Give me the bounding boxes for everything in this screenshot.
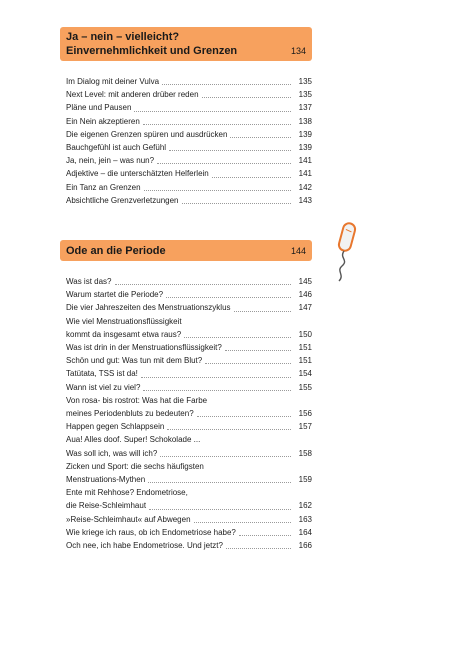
toc-entry-title: Zicken und Sport: die sechs häufigsten	[66, 461, 204, 471]
toc-entry[interactable]	[60, 154, 312, 167]
toc-entry-title: Von rosa- bis rostrot: Was hat die Farbe	[66, 395, 208, 405]
toc-dot-leader	[182, 203, 291, 204]
toc-entry-page: 159	[298, 475, 312, 485]
toc-entry-page: 158	[298, 448, 312, 458]
toc-entry[interactable]	[60, 433, 312, 446]
toc-entry-page: 141	[298, 156, 312, 166]
toc-dot-leader	[166, 297, 291, 298]
toc-entry[interactable]	[60, 539, 312, 552]
toc-entry-page: 137	[298, 103, 312, 113]
toc-entry[interactable]	[60, 75, 312, 88]
toc-dot-leader	[167, 429, 291, 430]
toc-entry-title: Pläne und Pausen	[66, 103, 132, 113]
toc-entry[interactable]	[60, 115, 312, 128]
toc-entry[interactable]	[60, 420, 312, 433]
toc-dot-leader	[197, 416, 291, 417]
toc-list	[60, 75, 312, 207]
toc-entry[interactable]	[60, 101, 312, 114]
toc-entry-title: Ente mit Rehhose? Endometriose,	[66, 488, 188, 498]
toc-entry-page: 166	[298, 541, 312, 551]
toc-list	[60, 275, 312, 552]
toc-dot-leader	[162, 84, 291, 85]
toc-entry-page: 155	[298, 382, 312, 392]
toc-entry[interactable]	[60, 275, 312, 288]
toc-dot-leader	[141, 377, 291, 378]
toc-dot-leader	[230, 137, 291, 138]
toc-entry-page: 135	[298, 90, 312, 100]
toc-dot-leader	[143, 390, 291, 391]
toc-entry-page: 142	[298, 182, 312, 192]
toc-entry-title: Ein Tanz an Grenzen	[66, 182, 141, 192]
toc-dot-leader	[202, 97, 291, 98]
toc-entry-title: Die eigenen Grenzen spüren und ausdrücken	[66, 129, 228, 139]
toc-entry-page: 151	[298, 356, 312, 366]
tampon-string	[339, 251, 345, 281]
chapter-page-number: 144	[290, 245, 306, 256]
toc-dot-leader	[194, 522, 291, 523]
toc-entry-title: Happen gegen Schlappsein	[66, 422, 165, 432]
toc-dot-leader	[157, 163, 291, 164]
toc-entry-title: Aua! Alles doof. Super! Schokolade ...	[66, 435, 201, 445]
toc-entry-page: 163	[298, 514, 312, 524]
toc-entry[interactable]	[60, 354, 312, 367]
toc-entry[interactable]	[60, 513, 312, 526]
toc-entry-title: Absichtliche Grenzverletzungen	[66, 195, 179, 205]
toc-entry-page: 151	[298, 343, 312, 353]
toc-entry-page: 157	[298, 422, 312, 432]
toc-dot-leader	[149, 509, 291, 510]
toc-dot-leader	[239, 535, 291, 536]
toc-entry-page: 147	[298, 303, 312, 313]
toc-entry-title: Im Dialog mit deiner Vulva	[66, 77, 160, 86]
toc-entry-page: 138	[298, 116, 312, 126]
chapter-einvernehmlichkeit	[60, 27, 312, 207]
toc-entry-title: Tatütata, TSS ist da!	[66, 369, 138, 379]
toc-entry-title: Ja, nein, jein – was nun?	[66, 156, 155, 166]
toc-entry-title: die Reise-Schleimhaut	[66, 501, 147, 511]
toc-entry[interactable]	[60, 88, 312, 101]
toc-entry[interactable]	[60, 407, 312, 420]
toc-entry[interactable]	[60, 315, 312, 328]
toc-entry-title: Schön und gut: Was tun mit dem Blut?	[66, 356, 203, 366]
toc-entry[interactable]	[60, 486, 312, 499]
toc-entry[interactable]	[60, 141, 312, 154]
toc-dot-leader	[225, 350, 291, 351]
toc-entry-title: Adjektive – die unterschätzten Helferlein	[66, 169, 209, 179]
toc-entry-page: 143	[298, 195, 312, 205]
toc-entry-page: 154	[298, 369, 312, 379]
toc-entry-title: Die vier Jahreszeiten des Menstruationszyklus	[66, 303, 231, 313]
toc-entry[interactable]	[60, 526, 312, 539]
toc-dot-leader	[226, 548, 291, 549]
toc-entry-title: Bauchgefühl ist auch Gefühl	[66, 143, 167, 153]
toc-dot-leader	[134, 111, 291, 112]
toc-entry-page: 139	[298, 129, 312, 139]
toc-entry-title: Warum startet die Periode?	[66, 290, 164, 300]
toc-dot-leader	[184, 337, 291, 338]
toc-entry-title: Wann ist viel zu viel?	[66, 382, 141, 392]
toc-entry[interactable]	[60, 499, 312, 512]
toc-entry[interactable]	[60, 473, 312, 486]
toc-entry[interactable]	[60, 381, 312, 394]
toc-dot-leader	[212, 177, 291, 178]
chapter-title: Ode an die Periode	[66, 244, 166, 257]
toc-entry[interactable]	[60, 367, 312, 380]
toc-entry-title: kommt da insgesamt etwa raus?	[66, 329, 182, 339]
toc-dot-leader	[144, 190, 291, 191]
toc-entry-page: 162	[298, 501, 312, 511]
toc-entry[interactable]	[60, 288, 312, 301]
toc-dot-leader	[234, 311, 291, 312]
toc-entry-page: 146	[298, 290, 312, 300]
toc-entry-title: Was ist das?	[66, 277, 112, 286]
chapter-header[interactable]	[60, 240, 312, 261]
toc-entry[interactable]	[60, 128, 312, 141]
toc-entry[interactable]	[60, 394, 312, 407]
chapter-header[interactable]	[60, 27, 312, 61]
toc-dot-leader	[148, 482, 291, 483]
toc-entry-page: 139	[298, 143, 312, 153]
toc-entry-title: Och nee, ich habe Endometriose. Und jetzt?	[66, 541, 223, 551]
toc-entry-title: Next Level: mit anderen drüber reden	[66, 90, 199, 100]
chapter-page-number: 134	[290, 46, 306, 56]
toc-entry[interactable]	[60, 194, 312, 207]
toc-dot-leader	[143, 124, 291, 125]
toc-entry-page: 135	[298, 77, 312, 86]
toc-entry[interactable]	[60, 328, 312, 341]
toc-entry[interactable]	[60, 460, 312, 473]
toc-entry-title: »Reise-Schleimhaut« auf Abwegen	[66, 514, 191, 524]
toc-entry-title: Was ist drin in der Menstruationsflüssigkeit?	[66, 343, 222, 353]
toc-entry-page: 164	[298, 527, 312, 537]
toc-entry-title: meines Periodenbluts zu bedeuten?	[66, 409, 194, 419]
chapter-periode	[60, 240, 312, 552]
toc-dot-leader	[115, 284, 292, 285]
toc-dot-leader	[160, 456, 291, 457]
tampon-icon	[331, 220, 365, 284]
toc-entry-page: 141	[298, 169, 312, 179]
toc-entry[interactable]	[60, 341, 312, 354]
toc-entry-title: Wie viel Menstruationsflüssigkeit	[66, 316, 182, 326]
toc-entry[interactable]	[60, 301, 312, 314]
toc-entry-title: Was soll ich, was will ich?	[66, 448, 158, 458]
toc-entry[interactable]	[60, 181, 312, 194]
toc-entry[interactable]	[60, 447, 312, 460]
toc-entry-title: Ein Nein akzeptieren	[66, 116, 140, 126]
toc-entry-title: Wie kriege ich raus, ob ich Endometriose habe?	[66, 527, 236, 537]
tampon-body	[338, 222, 357, 252]
toc-entry[interactable]	[60, 167, 312, 180]
chapter-title: Ja – nein – vielleicht? Einvernehmlichkeit und Grenzen	[66, 31, 238, 57]
toc-entry-page: 150	[298, 329, 312, 339]
toc-dot-leader	[169, 150, 291, 151]
toc-dot-leader	[205, 363, 291, 364]
toc-entry-page: 145	[298, 277, 312, 286]
toc-entry-page: 156	[298, 409, 312, 419]
toc-entry-title: Menstruations-Mythen	[66, 475, 146, 485]
